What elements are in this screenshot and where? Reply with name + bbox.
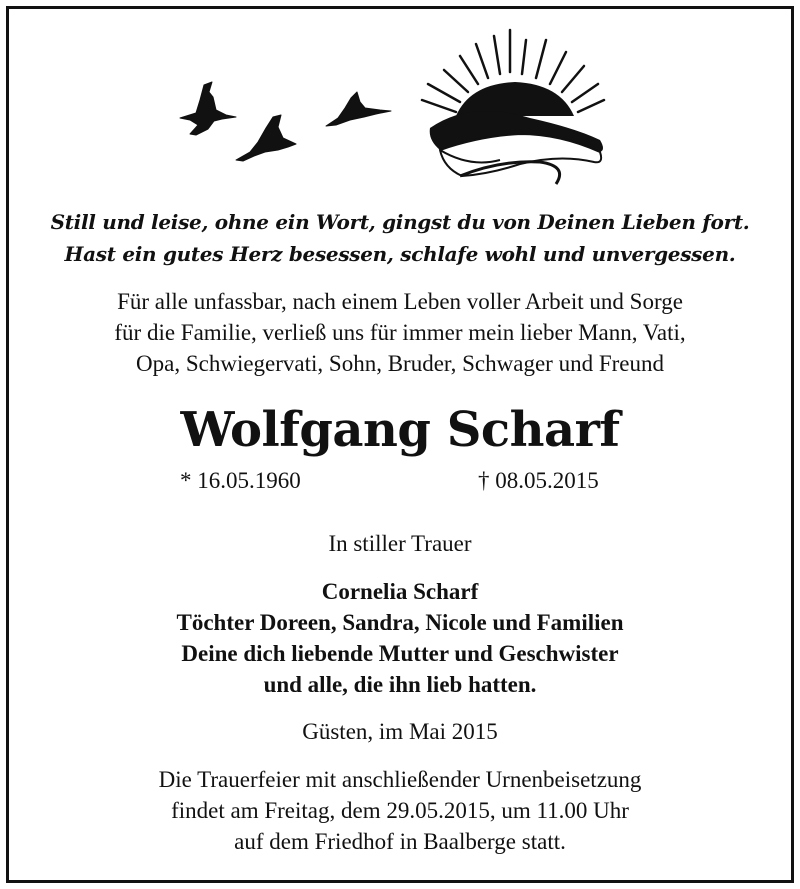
ceremony-line-3: auf dem Friedhof in Baalberge statt.	[234, 829, 566, 854]
deceased-name: Wolfgang Scharf	[180, 402, 620, 458]
ceremony-line-1: Die Trauerfeier mit anschließender Urnenbeisetzung	[158, 767, 642, 792]
intro-line-1: Für alle unfassbar, nach einem Leben voller Arbeit und Sorge	[117, 289, 683, 314]
mourning-phrase: In stiller Trauer	[328, 531, 472, 556]
mourner-line: und alle, die ihn lieb hatten.	[263, 672, 537, 697]
intro-line-2: für die Familie, verließ uns für immer mein lieber Mann, Vati,	[114, 320, 686, 345]
mourner-line: Cornelia Scharf	[321, 579, 479, 604]
ceremony-info	[0, 764, 800, 857]
verse-line-2: Hast ein gutes Herz besessen, schlafe wohl und unvergessen.	[64, 242, 736, 266]
verse-line-1: Still und leise, ohne ein Wort, gingst du von Deinen Lieben fort.	[50, 210, 750, 234]
mourner-line: Deine dich liebende Mutter und Geschwister	[181, 641, 619, 666]
verse	[0, 206, 800, 270]
ceremony-line-2: findet am Freitag, dem 29.05.2015, um 11.00 Uhr	[171, 798, 629, 823]
intro-line-3: Opa, Schwiegervati, Sohn, Bruder, Schwager und Freund	[136, 351, 664, 376]
birth-date: * 16.05.1960	[180, 468, 301, 493]
place-date: Güsten, im Mai 2015	[302, 719, 498, 744]
mourners-list	[0, 576, 800, 700]
death-date: † 08.05.2015	[478, 468, 599, 493]
mourner-line: Töchter Doreen, Sandra, Nicole und Familien	[176, 610, 624, 635]
sunset-hills-icon	[0, 0, 800, 200]
intro-text	[0, 286, 800, 379]
